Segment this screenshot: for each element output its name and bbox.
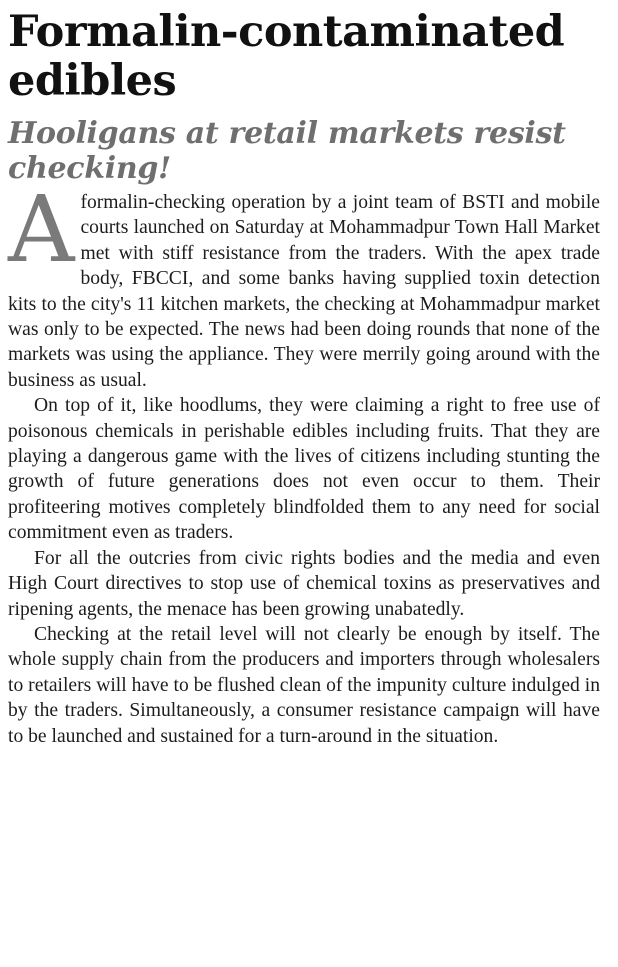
paragraph-3: For all the outcries from civic rights bodies and the media and even High Court directives to stop use of chemical toxins as preservatives and ripening agents, the menace has been growing unabatedly. — [8, 547, 600, 620]
paragraph-4: Checking at the retail level will not clearly be enough by itself. The whole supply chain from the producers and importers through wholesalers to retailers will have to be flushed clean of the impunity culture indulged in by the traders. Simultaneously, a consumer resistance campaign will have to be launched and sustained for a turn-around in the situation. — [8, 623, 600, 747]
paragraph-2: On top of it, like hoodlums, they were claiming a right to free use of poisonous chemicals in perishable edibles including fruits. That they are playing a dangerous game with the lives of citizens including stunting the growth of future generations does not even occur to them. Their profiteering motives completely blindfolded them to any need for social commitment even as traders. — [8, 395, 600, 544]
paragraph-1 — [8, 176, 600, 393]
drop-cap: A — [8, 176, 75, 283]
paragraph-1-text: formalin-checking operation by a joint team of BSTI and mobile courts launched on Saturday at Mohammadpur Town Hall Market met with stiff resistance from the traders. With the apex trade body, FBCCI, and some banks having supplied toxin detection kits to the city's 11 kitchen markets, the checking at Mohammadpur market was only to be expected. The news had been doing rounds that none of the markets was using the appliance. They were merrily going around with the business as usual. — [8, 192, 600, 391]
article — [8, 8, 600, 749]
article-body — [8, 176, 600, 749]
headline: Formalin-contaminated edibles — [8, 7, 565, 106]
subheadline: Hooligans at retail markets resist checking! — [8, 116, 566, 186]
